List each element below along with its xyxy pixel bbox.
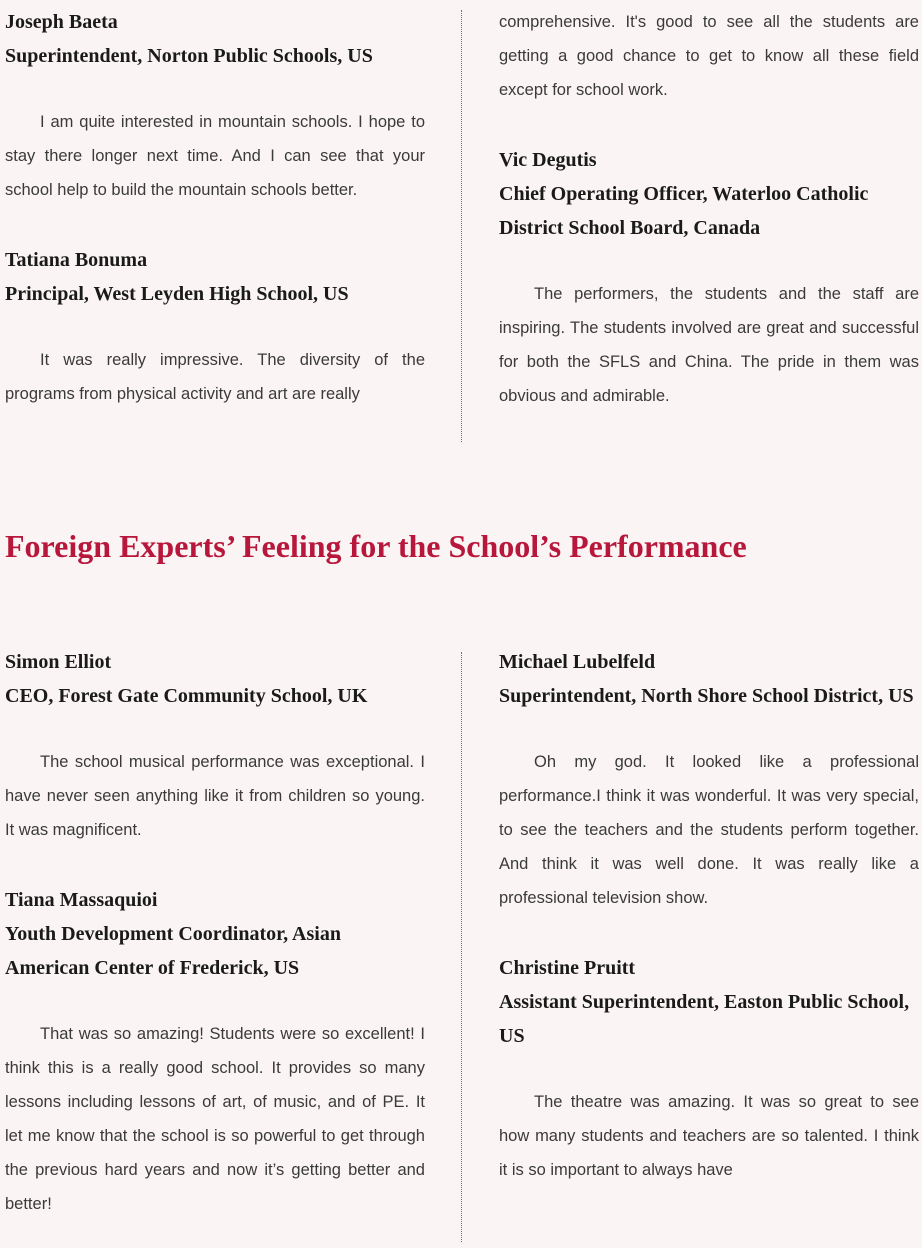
expert-role: Superintendent, Norton Public Schools, US — [5, 45, 373, 67]
expert-role: Youth Development Coordinator, Asian American Center of Frederick, US — [5, 923, 341, 979]
column-divider-top — [461, 10, 462, 442]
quote-continuation: comprehensive. It's good to see all the students are getting a good chance to get to know all these field except for school work. — [499, 13, 919, 99]
testimonial — [5, 645, 425, 847]
expert-quote: I am quite interested in mountain schools. I hope to stay there longer next time. And I can see that your school help to build the mountain schools better. — [5, 113, 425, 199]
expert-name: Tiana Massaquioi — [5, 889, 158, 911]
expert-role: Chief Operating Officer, Waterloo Catholic District School Board, Canada — [499, 183, 869, 239]
testimonial — [5, 5, 425, 207]
expert-role: CEO, Forest Gate Community School, UK — [5, 685, 368, 707]
expert-quote: It was really impressive. The diversity of the programs from physical activity and art are really — [5, 351, 425, 403]
expert-role: Assistant Superintendent, Easton Public School, US — [499, 991, 910, 1047]
expert-name: Christine Pruitt — [499, 957, 636, 979]
section-title: Foreign Experts’ Feeling for the School’s Performance — [5, 528, 747, 564]
expert-name: Simon Elliot — [5, 651, 112, 673]
column-divider-bottom — [461, 652, 462, 1242]
bottom-left-column — [5, 645, 425, 1221]
expert-quote: The theatre was amazing. It was so great to see how many students and teachers are so talented. I think it is so important to always have — [499, 1093, 919, 1179]
expert-name: Tatiana Bonuma — [5, 249, 148, 271]
testimonial — [5, 243, 425, 411]
top-left-column — [5, 5, 425, 411]
expert-role: Principal, West Leyden High School, US — [5, 283, 349, 305]
expert-quote: Oh my god. It looked like a professional performance.I think it was wonderful. It was very special, to see the teachers and the students perform together. And think it was well done. It was really like a professional television show. — [499, 753, 919, 907]
expert-name: Joseph Baeta — [5, 11, 118, 33]
expert-name: Michael Lubelfeld — [499, 651, 656, 673]
expert-role: Superintendent, North Shore School District, US — [499, 685, 914, 707]
expert-quote: The performers, the students and the staff are inspiring. The students involved are great and successful for both the SFLS and China. The pride in them was obvious and admirable. — [499, 285, 919, 405]
testimonial — [499, 143, 919, 413]
testimonial — [5, 883, 425, 1221]
testimonial — [499, 645, 919, 915]
testimonial — [499, 951, 919, 1187]
top-right-column — [499, 5, 919, 413]
expert-name: Vic Degutis — [499, 149, 597, 171]
expert-quote: The school musical performance was exceptional. I have never seen anything like it from children so young. It was magnificent. — [5, 753, 425, 839]
expert-quote: That was so amazing! Students were so excellent! I think this is a really good school. It provides so many lessons including lessons of art, of music, and of PE. It let me know that the school is so powerful to get through the previous hard years and now it’s getting better and better! — [5, 1025, 425, 1213]
bottom-right-column — [499, 645, 919, 1187]
